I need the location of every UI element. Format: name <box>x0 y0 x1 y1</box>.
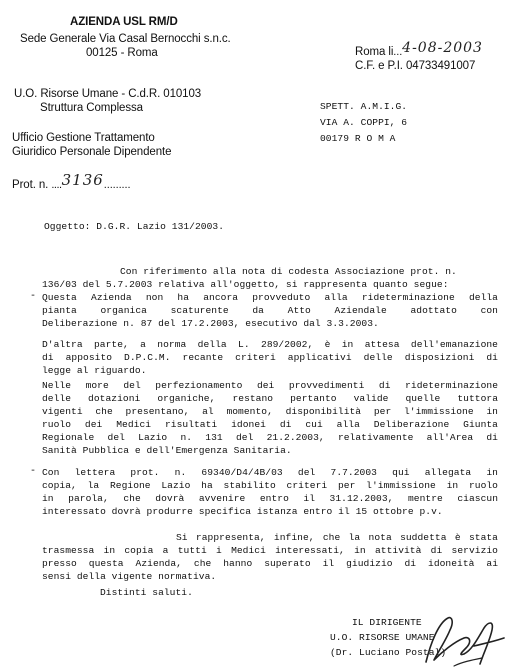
protocol-dots: ......... <box>103 179 131 191</box>
para3-line4: ruolo dei Medici risultati idonei di cui alla Deliberazione Giunta <box>42 419 498 430</box>
bullet1-line3: Deliberazione n. 87 del 17.2.2003, esecutivo dal 3.3.2003. <box>42 318 379 329</box>
paragraph-2 <box>42 338 498 377</box>
bullet-marker-2: - <box>30 466 37 477</box>
bullet-paragraph-1 <box>42 291 498 330</box>
agency-address: Sede Generale Via Casal Bernocchi s.n.c. <box>20 33 231 45</box>
para2-line1: D'altra parte, a norma della L. 289/2002, è in attesa dell'emanazione <box>42 339 498 350</box>
unit-name: U.O. Risorse Umane - C.d.R. 010103 <box>14 88 202 100</box>
protocol-label: Prot. n. <box>12 179 52 191</box>
para3-line1: Nelle more del perfezionamento dei provvedimenti di rideterminazione <box>42 380 498 391</box>
para3-line5: Regionale del Lazio n. 131 del 21.2.2003, relativamente all'Area di <box>42 432 498 443</box>
agency-name: AZIENDA USL RM/D <box>70 16 178 28</box>
intro-line2: 136/03 del 5.7.2003 relativa all'oggetto, si rappresenta quanto segue: <box>42 279 449 290</box>
letter-date: 4-08-2003 <box>402 40 483 56</box>
intro-paragraph <box>42 278 498 291</box>
office-name-line1: Ufficio Gestione Trattamento <box>12 132 155 144</box>
protocol-number: 3136 <box>61 171 104 189</box>
signer-name: (Dr. Luciano Postal) <box>330 647 447 658</box>
para3-line2: delle dotazioni organiche, restano pertanto valide quelle tuttora <box>42 393 498 404</box>
closing-line3: presso questa Azienda, che hanno superato il giudizio di idoneità ai <box>42 558 498 569</box>
office-name-line2: Giuridico Personale Dipendente <box>12 146 172 158</box>
place-date-line <box>355 40 483 59</box>
signer-unit: U.O. RISORSE UMANE <box>330 632 435 643</box>
handwritten-signature <box>418 608 510 672</box>
bullet2-line4: interessato dovrà produrre specifica istanza entro il 15 ottobre p.v. <box>42 506 443 517</box>
closing-line2: trasmessa in copia a tutti i Medici interessati, in attività di servizio <box>42 545 498 556</box>
para2-line2: di apposito D.P.C.M. recante criteri applicativi delle disposizioni di <box>42 352 498 363</box>
tax-code: C.F. e P.I. 04733491007 <box>355 60 476 72</box>
place-dots: ... <box>393 46 403 58</box>
recipient-line3: 00179 R O M A <box>320 133 396 144</box>
subject-line: Oggetto: D.G.R. Lazio 131/2003. <box>44 221 225 232</box>
bullet2-line1: Con lettera prot. n. 69340/D4/4B/03 del 7.7.2003 qui allegata in <box>42 467 498 478</box>
recipient-line2: VIA A. COPPI, 6 <box>320 117 408 128</box>
place-label: Roma li <box>355 46 394 58</box>
para3-line3: vigenti che presentano, al momento, disponibilità per l'immissione in <box>42 406 498 417</box>
protocol-line: Prot. n. ....3136......... <box>12 171 131 191</box>
closing-line4: sensi della vigente normativa. <box>42 571 217 582</box>
intro-line1: Con riferimento alla nota di codesta Associazione prot. n. <box>120 266 457 277</box>
para2-line3: legge al riguardo. <box>42 365 147 376</box>
closing-paragraph <box>42 544 498 583</box>
recipient-line1: SPETT. A.M.I.G. <box>320 101 408 112</box>
bullet-marker-1: - <box>30 291 37 302</box>
greeting: Distinti saluti. <box>100 587 193 598</box>
bullet-paragraph-2 <box>42 466 498 518</box>
agency-postcode-city: 00125 - Roma <box>86 47 158 59</box>
bullet2-line2: copia, la Regione Lazio ha stabilito criteri per l'immissione in ruolo <box>42 480 498 491</box>
unit-structure: Struttura Complessa <box>40 102 143 114</box>
para3-line6: Sanità Pubblica e dell'Emergenza Sanitaria. <box>42 445 292 456</box>
bullet1-line1: Questa Azienda non ha ancora provveduto alla rideterminazione della <box>42 292 498 303</box>
closing-line1: Si rappresenta, infine, che la nota suddetta è stata <box>176 532 498 543</box>
bullet2-line3: in parola, che dovrà avvenire entro il 31.12.2003, mentre ciascun <box>42 493 498 504</box>
bullet1-line2: pianta organica scaturente da Atto Aziendale adottato con <box>42 305 498 316</box>
paragraph-3 <box>42 379 498 457</box>
signer-title: IL DIRIGENTE <box>352 617 422 628</box>
